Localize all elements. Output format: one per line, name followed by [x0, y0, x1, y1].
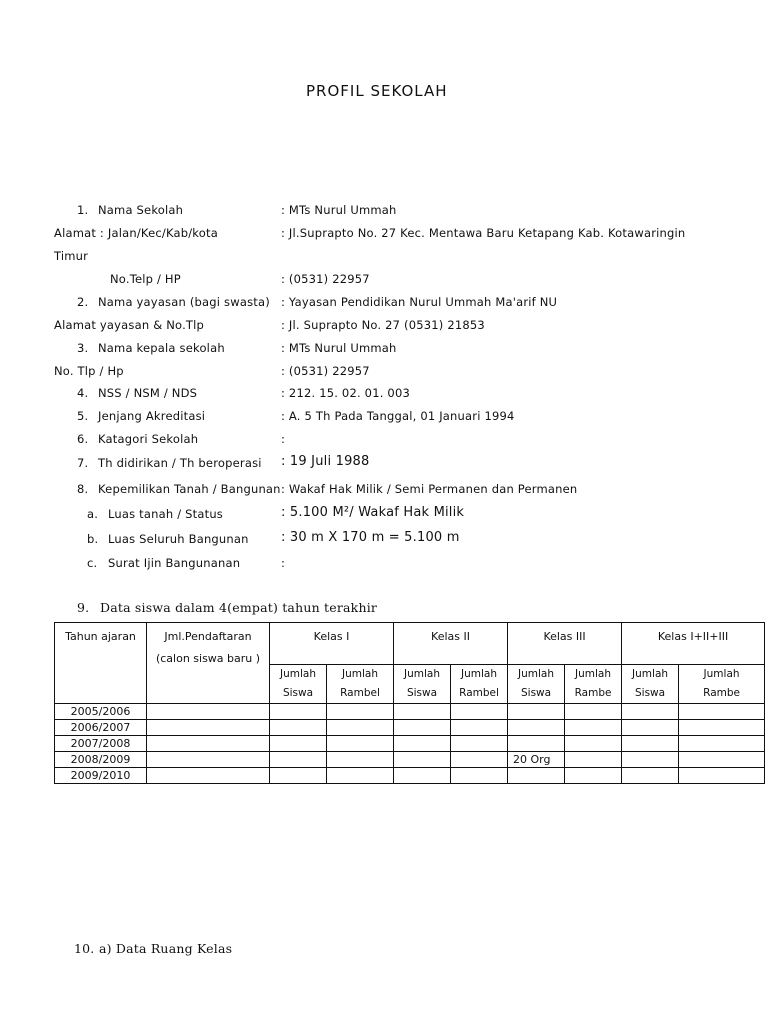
item-number: 7. [77, 456, 89, 470]
table-cell [451, 736, 508, 752]
subheader-line1: Jumlah [461, 668, 498, 680]
subheader [394, 665, 451, 704]
section-number: 10. [74, 941, 95, 956]
item-value: : Jl. Suprapto No. 27 (0531) 21853 [281, 318, 485, 332]
item-value: : [281, 432, 286, 446]
item-label: Alamat : Jalan/Kec/Kab/kota [54, 226, 218, 240]
item-value: : MTs Nurul Ummah [281, 203, 397, 217]
table-cell [394, 752, 451, 768]
table-cell [565, 768, 622, 784]
item-label: NSS / NSM / NDS [98, 386, 198, 400]
subheader-line1: Jumlah [280, 668, 316, 680]
table-row [55, 704, 765, 720]
item-number: 2. [77, 295, 89, 309]
table-cell [327, 720, 394, 736]
item-label: Nama Sekolah [98, 203, 184, 217]
table-row [55, 752, 765, 768]
subheader [451, 665, 508, 704]
subheader-line2: Rambel [340, 687, 380, 699]
table-cell [327, 736, 394, 752]
table-cell [270, 752, 327, 768]
page-title: PROFIL SEKOLAH [306, 82, 448, 100]
table-cell [451, 720, 508, 736]
header-jml-line1: Jml.Pendaftaran [164, 630, 252, 643]
item-label: Nama kepala sekolah [98, 341, 225, 355]
table-cell [451, 768, 508, 784]
item-number: 6. [77, 432, 89, 446]
subheader-line1: Jumlah [703, 668, 740, 680]
subheader [508, 665, 565, 704]
table-cell [270, 768, 327, 784]
item-number: a. [87, 507, 99, 521]
item-label: Nama yayasan (bagi swasta) [98, 295, 270, 309]
subheader-line2: Rambel [459, 687, 499, 699]
item-value: : Yayasan Pendidikan Nurul Ummah Ma'arif NU [281, 295, 558, 309]
item-number: 3. [77, 341, 89, 355]
item-number: 5. [77, 409, 89, 423]
item-value: : Jl.Suprapto No. 27 Kec. Mentawa Baru Ketapang Kab. Kotawaringin [281, 226, 686, 240]
table-cell [508, 720, 565, 736]
table-cell [147, 704, 270, 720]
table-cell [679, 720, 765, 736]
item-value: : A. 5 Th Pada Tanggal, 01 Januari 1994 [281, 409, 515, 423]
item-number: c. [87, 556, 98, 570]
table-cell [565, 736, 622, 752]
item-value: : MTs Nurul Ummah [281, 341, 397, 355]
table-cell [679, 752, 765, 768]
table-cell [270, 704, 327, 720]
subheader-line2: Rambe [703, 687, 740, 699]
header-jml-line2: (calon siswa baru ) [155, 652, 261, 665]
table-cell [451, 704, 508, 720]
table-row [55, 736, 765, 752]
item-value: : [281, 556, 286, 570]
section-number: 9. [77, 600, 90, 615]
table-cell [622, 720, 679, 736]
header-kelas-1: Kelas I [270, 623, 394, 665]
section-heading: Data siswa dalam 4(empat) tahun terakhir [100, 600, 378, 615]
table-cell [679, 768, 765, 784]
table-cell [147, 752, 270, 768]
subheader-line1: Jumlah [404, 668, 441, 680]
table-row [55, 768, 765, 784]
item-label: No. Tlp / Hp [54, 364, 124, 378]
subheader [622, 665, 679, 704]
table-cell [394, 704, 451, 720]
table-cell [327, 752, 394, 768]
item-label: Jenjang Akreditasi [98, 409, 206, 423]
table-cell [508, 704, 565, 720]
table-cell: 20 Org [508, 752, 565, 768]
table-cell [270, 720, 327, 736]
item-value-continued: Timur [54, 249, 89, 263]
subheader-line2: Rambe [574, 687, 612, 699]
item-label: Katagori Sekolah [98, 432, 199, 446]
subheader-line1: Jumlah [575, 668, 612, 680]
item-label: No.Telp / HP [110, 272, 181, 286]
table-cell [508, 736, 565, 752]
item-number: 8. [77, 482, 89, 496]
item-number: 4. [77, 386, 89, 400]
table-cell [622, 736, 679, 752]
table-cell [565, 720, 622, 736]
subheader [327, 665, 394, 704]
subheader-line2: Siswa [635, 687, 666, 699]
subheader-line1: Jumlah [632, 668, 669, 680]
item-label: Alamat yayasan & No.Tlp [54, 318, 205, 332]
subheader [270, 665, 327, 704]
item-value: : Wakaf Hak Milik / Semi Permanen dan Permanen [281, 482, 578, 496]
item-label: Surat Ijin Bangunanan [108, 556, 241, 570]
header-kelas-2: Kelas II [394, 623, 508, 665]
subheader-line1: Jumlah [518, 668, 555, 680]
item-label: Th didirikan / Th beroperasi [98, 456, 262, 470]
table-row [55, 720, 765, 736]
item-value: : 19 Juli 1988 [281, 454, 370, 469]
item-label: Kepemilikan Tanah / Bangunan [98, 482, 281, 496]
table-cell [679, 704, 765, 720]
item-value: : (0531) 22957 [281, 272, 370, 286]
subheader-line2: Siswa [282, 687, 314, 699]
student-data-table [54, 622, 765, 784]
table-cell [508, 768, 565, 784]
item-value: : 30 m X 170 m = 5.100 m [281, 530, 460, 545]
table-cell [565, 704, 622, 720]
subheader [679, 665, 765, 704]
subheader-line1: Jumlah [342, 668, 378, 680]
item-value: : 5.100 M²/ Wakaf Hak Milik [281, 505, 465, 520]
table-cell [270, 736, 327, 752]
subheader-line2: Siswa [406, 687, 438, 699]
table-cell [394, 720, 451, 736]
item-label: Luas Seluruh Bangunan [108, 532, 249, 546]
year-cell: 2006/2007 [55, 720, 147, 736]
table-cell [565, 752, 622, 768]
section-heading: a) Data Ruang Kelas [99, 941, 233, 956]
year-cell: 2005/2006 [55, 704, 147, 720]
table-cell [451, 752, 508, 768]
table-cell [327, 704, 394, 720]
item-value: : 212. 15. 02. 01. 003 [281, 386, 410, 400]
header-tahun-ajaran: Tahun ajaran [55, 623, 147, 704]
item-number: 1. [77, 203, 89, 217]
table-cell [622, 704, 679, 720]
table-cell [622, 768, 679, 784]
table-cell [622, 752, 679, 768]
table-cell [147, 768, 270, 784]
subheader [565, 665, 622, 704]
table-cell [327, 768, 394, 784]
year-cell: 2007/2008 [55, 736, 147, 752]
year-cell: 2008/2009 [55, 752, 147, 768]
year-cell: 2009/2010 [55, 768, 147, 784]
table-cell [147, 736, 270, 752]
table-body [55, 704, 765, 784]
item-number: b. [87, 532, 99, 546]
table-cell [394, 736, 451, 752]
table-cell [394, 768, 451, 784]
header-kelas-total: Kelas I+II+III [622, 623, 765, 665]
item-label: Luas tanah / Status [108, 507, 223, 521]
table-cell [147, 720, 270, 736]
item-value: : (0531) 22957 [281, 364, 370, 378]
table-cell [679, 736, 765, 752]
subheader-line2: Siswa [520, 687, 552, 699]
header-kelas-3: Kelas III [508, 623, 622, 665]
header-jml-pendaftaran [147, 623, 270, 704]
